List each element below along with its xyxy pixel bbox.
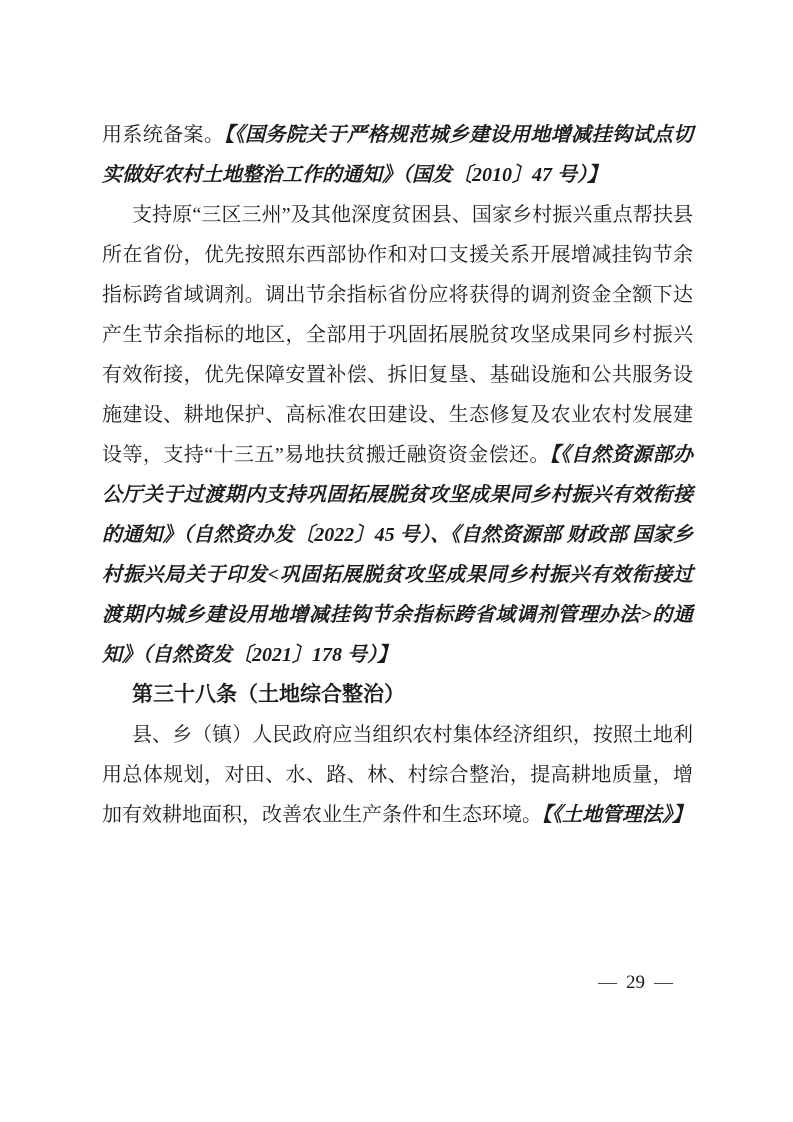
heading-text: 第三十八条（土地综合整治） (132, 683, 405, 706)
body-paragraph (102, 715, 693, 835)
citation-reference: 【《国务院关于严格规范城乡建设用地增减挂钩试点切实做好农村土地整治工作的通知》（国发〔2010〕47 号）】 (102, 124, 694, 186)
page-number (598, 971, 673, 995)
article-heading (102, 675, 693, 715)
page-number-value: 29 (626, 972, 645, 993)
page-number-left-dash: — (598, 972, 617, 993)
body-paragraph (102, 115, 693, 195)
text-segment: 支持原“三区三州”及其他深度贫困县、国家乡村振兴重点帮扶县所在省份，优先按照东西部协作和对口支援关系开展增减挂钩节余指标跨省域调剂。调出节余指标省份应将获得的调剂资金全额下达产生节余指标的地区，全部用于巩固拓展脱贫攻坚成果同乡村振兴有效衔接，优先保障安置补偿、拆旧复垦、基础设施和公共服务设施建设、耕地保护、高标准农田建设、生态修复及农业农村发展建设等，支持“十三五”易地扶贫搬迁融资资金偿还。 (102, 204, 693, 466)
text-segment: 用系统备案。 (102, 124, 225, 146)
page-number-right-dash: — (654, 972, 673, 993)
text-segment: 县、乡（镇）人民政府应当组织农村集体经济组织，按照土地利用总体规划，对田、水、路、林、村综合整治，提高耕地质量，增加有效耕地面积，改善农业生产条件和生态环境。 (102, 724, 693, 826)
citation-reference: 【《土地管理法》】 (542, 804, 692, 826)
document-body (102, 115, 693, 835)
body-paragraph (102, 195, 693, 675)
citation-reference: 【《自然资源部办公厅关于过渡期内支持巩固拓展脱贫攻坚成果同乡村振兴有效衔接的通知》（自然资办发〔2022〕45 号）、《自然资源部 财政部 国家乡村振兴局关于印发<巩固拓展脱贫攻坚成果同乡村振兴有效衔接过渡期内城乡建设用地增减挂钩节余指标跨省域调剂管理办法>的通知》（自然资发〔2021〕178 号）】 (102, 444, 693, 666)
